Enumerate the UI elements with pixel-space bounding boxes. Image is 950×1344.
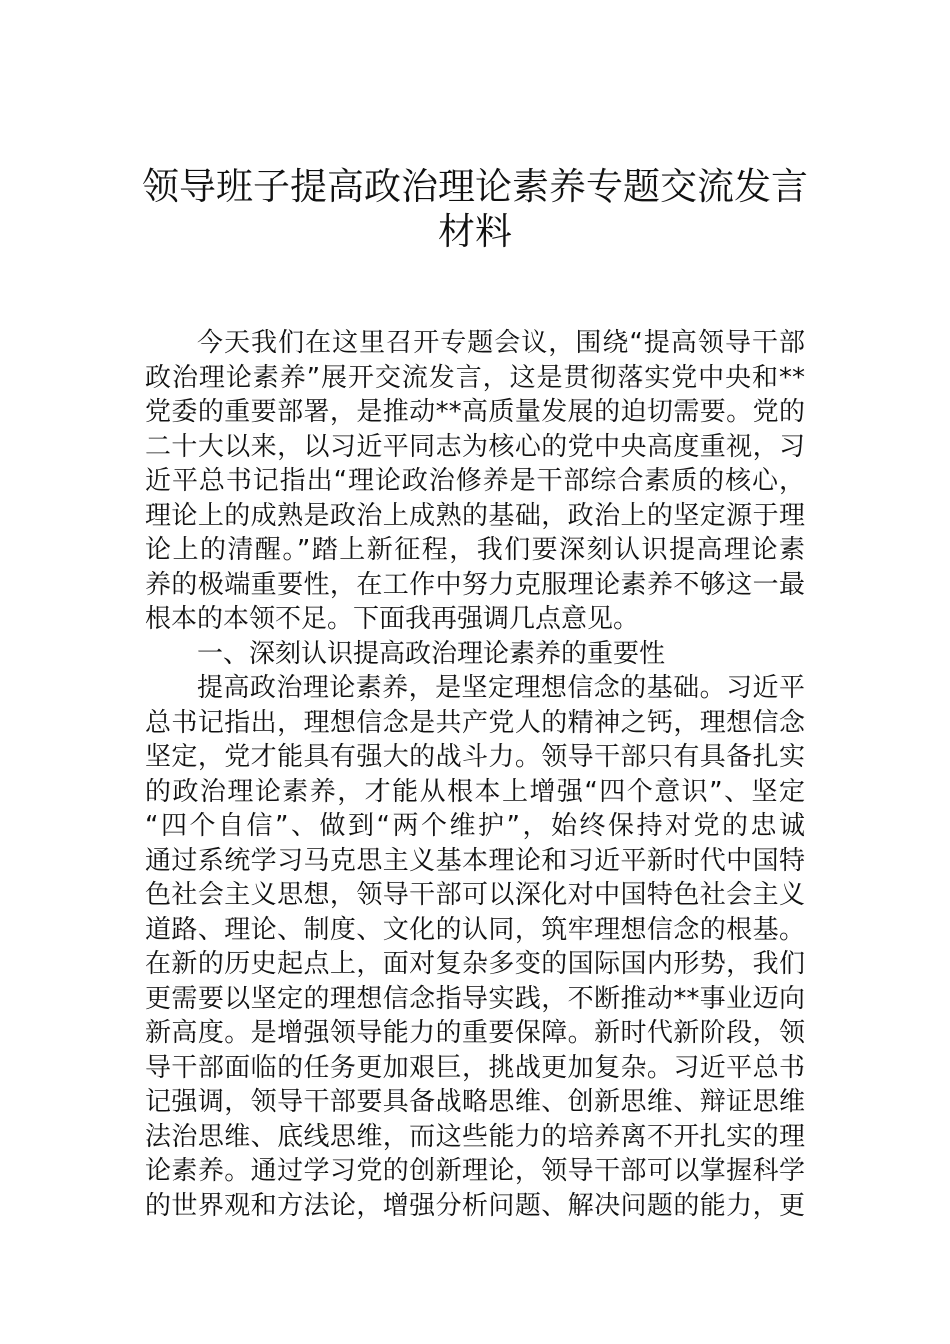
document-body <box>145 326 805 1223</box>
body-text-line: “四个自信”、做到“两个维护”，始终保持对党的忠诚 <box>145 811 805 841</box>
body-text-line: 通过系统学习马克思主义基本理论和习近平新时代中国特 <box>145 845 805 876</box>
body-text-line: 论上的清醒。”踏上新征程，我们要深刻认识提高理论素 <box>145 535 805 565</box>
body-text-line: 的政治理论素养，才能从根本上增强“四个意识”、坚定 <box>145 776 805 807</box>
body-text-line: 一、深刻认识提高政治理论素养的重要性 <box>197 638 666 669</box>
body-text-line: 的世界观和方法论，增强分析问题、解决问题的能力，更 <box>145 1190 805 1221</box>
body-text-line: 法治思维、底线思维，而这些能力的培养离不开扎实的理 <box>145 1121 805 1152</box>
body-text-line: 理论上的成熟是政治上成熟的基础，政治上的坚定源于理 <box>145 500 805 531</box>
document-title-line-1: 领导班子提高政治理论素养专题交流发言 <box>142 165 808 208</box>
body-text-line: 根本的本领不足。下面我再强调几点意见。 <box>145 604 640 634</box>
body-text-line: 更需要以坚定的理想信念指导实践，不断推动**事业迈向 <box>145 983 805 1014</box>
body-text-line: 新高度。是增强领导能力的重要保障。新时代新阶段，领 <box>145 1018 805 1048</box>
body-text-line: 养的极端重要性，在工作中努力克服理论素养不够这一最 <box>145 569 805 600</box>
body-text-line: 二十大以来，以习近平同志为核心的党中央高度重视，习 <box>145 431 805 462</box>
body-text-line: 导干部面临的任务更加艰巨，挑战更加复杂。习近平总书 <box>145 1052 805 1083</box>
body-text-line: 总书记指出，理想信念是共产党人的精神之钙，理想信念 <box>145 707 805 738</box>
document-title-line-2: 材料 <box>438 210 512 253</box>
body-text-line: 党委的重要部署，是推动**高质量发展的迫切需要。党的 <box>145 397 805 427</box>
body-text-line: 坚定，党才能具有强大的战斗力。领导干部只有具备扎实 <box>145 742 805 772</box>
body-text-line: 在新的历史起点上，面对复杂多变的国际国内形势，我们 <box>145 949 805 979</box>
body-text-line: 政治理论素养”展开交流发言，这是贯彻落实党中央和** <box>145 362 805 393</box>
body-text-line: 道路、理论、制度、文化的认同，筑牢理想信念的根基。 <box>145 914 805 945</box>
body-text-line: 色社会主义思想，领导干部可以深化对中国特色社会主义 <box>145 880 805 910</box>
body-text-line: 记强调，领导干部要具备战略思维、创新思维、辩证思维 <box>145 1087 805 1117</box>
body-text-line: 论素养。通过学习党的创新理论，领导干部可以掌握科学 <box>145 1156 805 1186</box>
body-text-line: 提高政治理论素养，是坚定理想信念的基础。习近平 <box>197 673 805 703</box>
body-text-line: 近平总书记指出“理论政治修养是干部综合素质的核心， <box>145 466 805 496</box>
body-text-line: 今天我们在这里召开专题会议，围绕“提高领导干部 <box>197 328 805 358</box>
